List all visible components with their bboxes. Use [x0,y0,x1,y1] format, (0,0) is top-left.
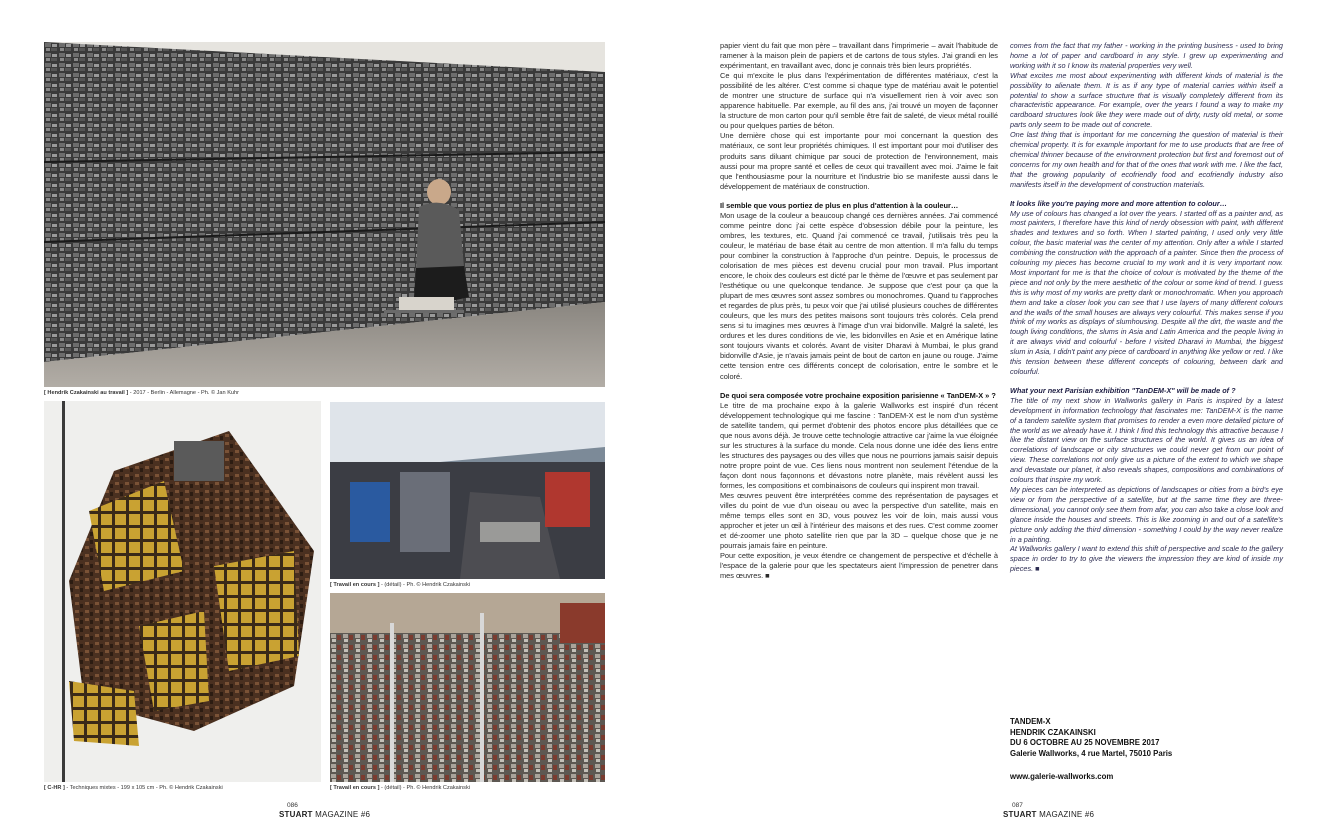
main-photo-caption [44,390,239,396]
english-column [1010,41,1283,574]
caption-bold: [ C-HR ] [44,785,65,791]
en-paragraph-7: At Wallworks gallery I want to extend this shift of perspective and scale to the gallery space in order to try to give the viewers the impression they are kind of inside my pieces. ■ [1010,544,1283,574]
magazine-brand: STUART [279,810,313,819]
en-paragraph-5: The title of my next show in Wallworks gallery in Paris is inspired by a latest development in information technology that fascinates me: TanDEM-X is the name of a tandem satellite system that promises to render a even more detailed picture of the world as we already have it. I think I find this technology this attractive because I like the distant view on the surface structures of the world. It gives us an idea of correlations of landscape or city structures we could never get from our point of view. These correlations not only give us a picture of the extent to which we shape and devastate our planet, it also reveals shapes, compositions and combinations of colours that inspire my work. [1010,395,1283,485]
caption-rest: - (détail) - Ph. © Hendrik Czakainski [379,785,470,791]
caption-rest: - 2017 - Berlin - Allemagne - Ph. © Jan Kuhr [128,390,240,396]
fr-paragraph-4: Mon usage de la couleur a beaucoup changé ces dernières années. J'ai commencé comme peintre donc j'ai cette espèce d'obsession débile pour la peinture, les ombres, les textures, etc. Quand j'ai commencé ce travail, j'utilisais très peu la couleur, le matériau de base était au centre de mon attention. Il m'a fallu du temps pour combiner la construction à l'approche d'un peintre. Depuis, le processus de colorisation de mes pièces est devenu crucial pour mon travail. Plus important encore, le choix des couleurs est dicté par le thème de l'œuvre et pas seulement par l'esthétique ou une quelconque tendance. Je suppose que c'est pour ça que la plupart de mes œuvres sont assez sombres ou monochromes. Quand tu t'approches et regardes de plus près, tu peux voir que j'ai utilisé plusieurs couches de différentes couleurs, que les murs des petites maisons sont toujours très colorés. Cela prend sens si tu imagines mes œuvres à l'image d'un vrai bidonville. Malgré la saleté, les ordures et les dures conditions de vie, les bidonvilles en Asie et en Amérique latine sont toujours vivants et colorés. Avant de visiter Dharavi à Mumbai, le plus grand bidonville d'Asie, je n'avais jamais peint de bout de carton en jaune ou rouge. J'aime cette tension entre ces différents concept de colorisation, entre le sombre et le coloré. [720,210,998,381]
chr-artwork-photo [44,401,321,782]
magazine-issue: MAGAZINE #6 [1036,810,1095,819]
workshop-photo-2 [330,593,605,782]
fr-paragraph-1: papier vient du fait que mon père – travaillant dans l'imprimerie – avait l'habitude de ramener à la maison plein de papiers et de cartons de tous styles. J'ai grandi en les expérimentant, en travaillant avec, donc je connais très bien leurs propriétés. [720,41,998,71]
exhibition-title: TANDEM-X [1010,717,1051,726]
en-heading-exhibition: What your next Parisian exhibition "TanDEM-X" will be made of ? [1010,385,1236,395]
caption-rest: - (détail) - Ph. © Hendrik Czakainski [379,582,470,588]
fr-heading-exhibition: De quoi sera composée votre prochaine exposition parisienne « TanDEM-X » ? [720,390,996,400]
caption-bold: [ Travail en cours ] [330,582,380,588]
fr-paragraph-2: Ce qui m'excite le plus dans l'expérimentation de différentes matériaux, c'est la possibilité de les altérer. C'est comme si chaque type de matériau avait le potentiel de montrer une structure de surface qui n'a visuellement rien à voir avec son apparence habituelle. Par exemple, au fil des ans, j'ai trouvé un moyen de façonner la structure de mon carton pour qu'il semble être fait de saleté, de vieux métal rouillé ou pour quelques parties de béton. [720,71,998,131]
exhibition-dates: DU 6 OCTOBRE AU 25 NOVEMBRE 2017 [1010,738,1160,747]
gallery-address: Galerie Wallworks, 4 rue Martel, 75010 Paris [1010,748,1173,758]
page-number-right: 087 [1012,802,1023,809]
magazine-name-right [1003,810,1094,819]
artist-name: HENDRIK CZAKAINSKI [1010,727,1096,737]
fr-paragraph-7: Pour cette exposition, je veux étendre ce changement de perspective et d'échelle à l'espace de la galerie pour que les spectateurs aient l'impression de penetrer dans mes œuvres. ■ [720,551,998,581]
en-paragraph-3: One last thing that is important for me concerning the question of material is their chemical property. It is for example important for me to use products that are free of chemical thinner because of the environment protection but first and foremost out of concerns for my own health and for that of the ones that work with me. I like the fact, that the growing popularity of ecofriendly food and ecofriendly industry also manifests itself in the development of construction materials. [1010,130,1283,189]
caption-rest: - Techniques mixtes - 199 x 105 cm - Ph. © Hendrik Czakainski [64,785,223,791]
studio-photo [44,42,605,387]
french-column [720,41,998,581]
page-number-left: 086 [287,802,298,809]
gallery-website-link[interactable]: www.galerie-wallworks.com [1010,772,1114,781]
magazine-brand: STUART [1003,810,1037,819]
caption-bold: [ Travail en cours ] [330,785,380,791]
en-paragraph-4: My use of colours has changed a lot over the years. I started off as a painter and, as most painters, I therefore have this kind of nerdy obsession with paint, with different shades and textures and so forth. When I started painting, I used only very little colour, the basic material was the center of my attention. Only after a while I started combining the construction with the approach of a painter. Since then the process of colouring my pieces has become crucial to my work and it is very important now. Most important for me is that the choice of colour is motivated by the theme of the piece and not only by the mere aesthetic of the colour or some kind of trend. I guess this is why most of my works are pretty dark or monochromatic. When you approach them and take a closer look you can see that I use layers of many different colours and the walls of the small houses are always very colourful. This makes sense if you think of my works as displays of slumhousing. Despite all the dirt, the waste and the tough living conditions, the slums in Asia and Latin America and the people living in it are always vivid and colourful - before I visited Dharavi in Mumbai, the biggest slum in Asia, I didn't paint any piece of cardboard in anything like yellow or red. I like this tension between these different concepts of colouring, between dark and colourful. [1010,208,1283,376]
magazine-name-left [279,810,370,819]
wip1-caption [330,582,470,588]
en-heading-colour: It looks like you're paying more and more attention to colour… [1010,198,1228,208]
chr-caption [44,785,223,791]
magazine-issue: MAGAZINE #6 [312,810,371,819]
fr-heading-colour: Il semble que vous portiez de plus en plus d'attention à la couleur… [720,200,959,210]
caption-bold: [ Hendrik Czakainski au travail ] [44,390,129,396]
en-paragraph-1: comes from the fact that my father - working in the printing business - used to bring home a lot of paper and cardboard in any style. I grew up experimenting and working with it so I know its material properties very well. [1010,41,1283,70]
fr-paragraph-3: Une dernière chose qui est importante pour moi concernant la question des matériaux, ce sont leur propriétés chimiques. Il est important pour moi d'utiliser des produits sans diluant chimique par souci de protection de l'environnement, mais aussi pour ma propre santé et celles de ceux qui travaillent avec moi. J'aime le fait que l'enthousiasme pour la nourriture et l'industrie bio se manifeste aussi dans le développement de matériaux de construction. [720,131,998,191]
fr-paragraph-5: Le titre de ma prochaine expo à la galerie Wallworks est inspiré d'un récent développement technologique qui me fascine : TanDEM-X est le nom d'un système de satellite tandem, qui permet d'obtenir des photos encore plus détaillées que ce que nous avons déjà. Je trouve cette technologie attractive car j'aime la vue éloignée sur les structures à la surface du monde. Cela nous donne une idée des liens entre les structures des paysages ou des villes que nous ne pourrions jamais saisir depuis notre propre point de vue. Ces liens nous montrent non seulement l'étendue de la façon dont nous façonnons et dévastons notre planète, mais révèlent aussi les formes, les compositions et combinaisons de couleurs qui inspirent mon travail. [720,400,998,490]
exhibition-info [1010,717,1172,759]
fr-paragraph-6: Mes œuvres peuvent être interprétées comme des représentation de paysages et villes du point de vue d'un oiseau ou avec la perspective d'un satellite, mais en même temps elles sont en 3D, vous pouvez les voir de loin, mais aussi vous approcher et jeter un œil à l'intérieur des maisons et des rues. C'est comme zoomer et dé-zoomer une photo satellite rien que par la 3D – quelque chose que je ne pourrais jamais faire en peinture. [720,491,998,551]
workshop-photo-1 [330,402,605,579]
en-paragraph-6: My pieces can be interpreted as depictions of landscapes or cities from a bird's eye view or from the perspective of a satellite, but at the same time they are three-dimensional, you cannot only see them from afar, you can also take a close look and glance inside the houses and streets. This is like zooming in and out of a satellite's picture only adding the third dimension - something I could by the way never realize in a painting. [1010,484,1283,544]
en-paragraph-2: What excites me most about experimenting with different kinds of material is the possibility to alienate them. It is as if any type of material carries within itself a potential to show a surface structure that is visually completely different from its characteristic appearance. For example, over the years I found a way to make my cardboard structures look like they were made out of dirty, rusty old metal, or some parts only seem to be made out of concrete. [1010,70,1283,130]
wip2-caption [330,785,470,791]
